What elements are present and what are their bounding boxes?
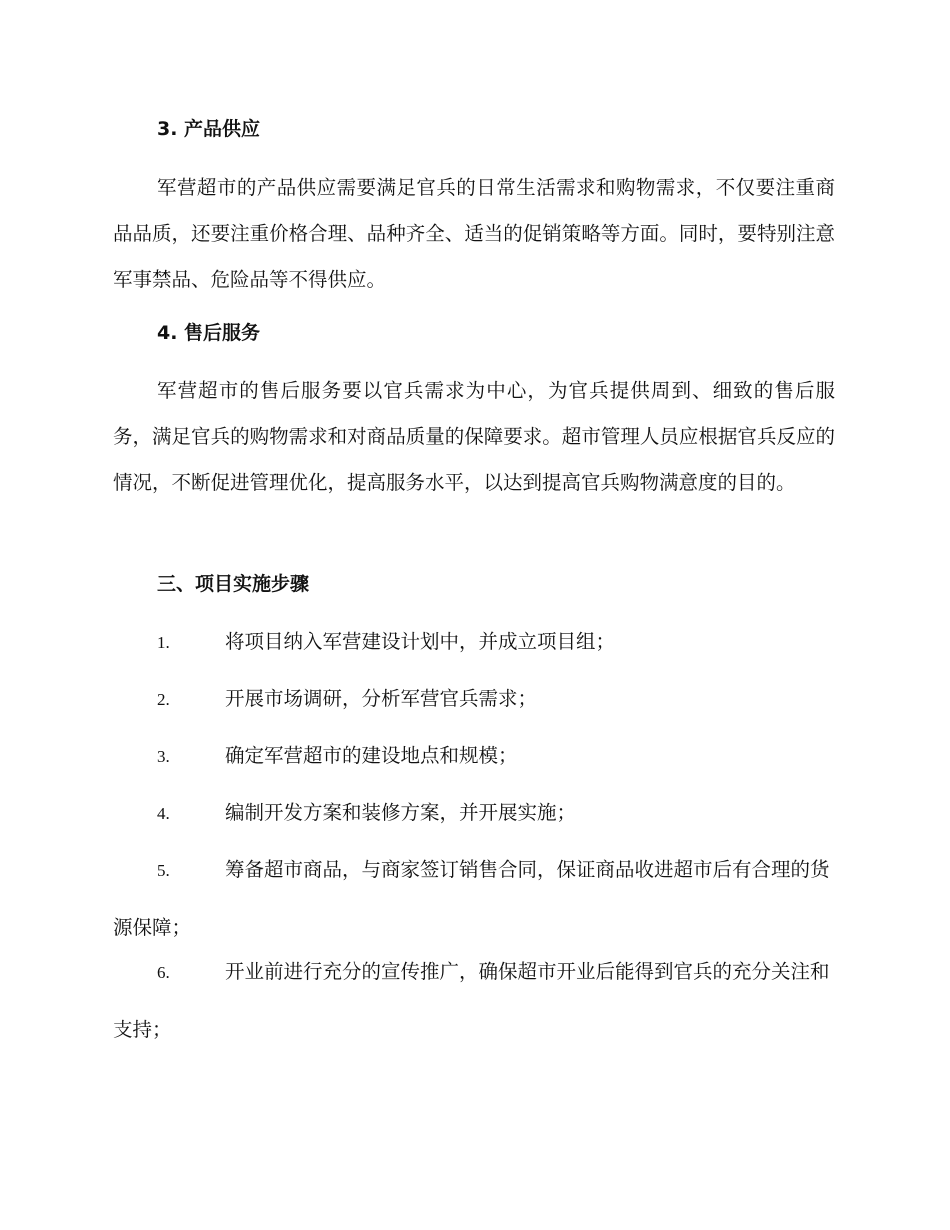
paragraph-after-sales: 军营超市的售后服务要以官兵需求为中心，为官兵提供周到、细致的售后服务，满足官兵的购物需求和对商品质量的保障要求。超市管理人员应根据官兵反应的情况，不断促进管理优化，提高服务水平，以达到提高官兵购物满意度的目的。 [113,379,835,494]
section-heading-product-supply: 3. 产品供应 [157,118,261,140]
list-item-number: 4. [157,804,170,823]
list-item-text: 开业前进行充分的宣传推广，确保超市开业后能得到官兵的充分关注和支持； [113,960,830,1041]
list-item-text: 筹备超市商品，与商家签订销售合同，保证商品收进超市后有合理的货源保障； [113,858,830,939]
list-item-number: 6. [157,963,170,982]
list-item [113,943,835,1058]
list-item-text: 开展市场调研，分析军营官兵需求； [225,687,538,710]
list-item [113,841,835,956]
list-item-text: 编制开发方案和装修方案，并开展实施； [225,801,577,824]
list-item-text: 确定军营超市的建设地点和规模； [225,744,518,767]
list-item-number: 1. [157,633,170,652]
section-heading-after-sales: 4. 售后服务 [157,322,261,344]
list-item-number: 5. [157,861,170,880]
paragraph-product-supply: 军营超市的产品供应需要满足官兵的日常生活需求和购物需求，不仅要注重商品品质，还要注重价格合理、品种齐全、适当的促销策略等方面。同时，要特别注意军事禁品、危险品等不得供应。 [113,176,835,291]
list-item [113,727,835,785]
list-item [113,613,835,671]
section-heading-implementation-steps: 三、项目实施步骤 [157,573,310,595]
list-item-number: 2. [157,690,170,709]
list-item [113,670,835,728]
list-item-number: 3. [157,747,170,766]
list-item [113,784,835,842]
list-item-text: 将项目纳入军营建设计划中，并成立项目组； [225,630,616,653]
